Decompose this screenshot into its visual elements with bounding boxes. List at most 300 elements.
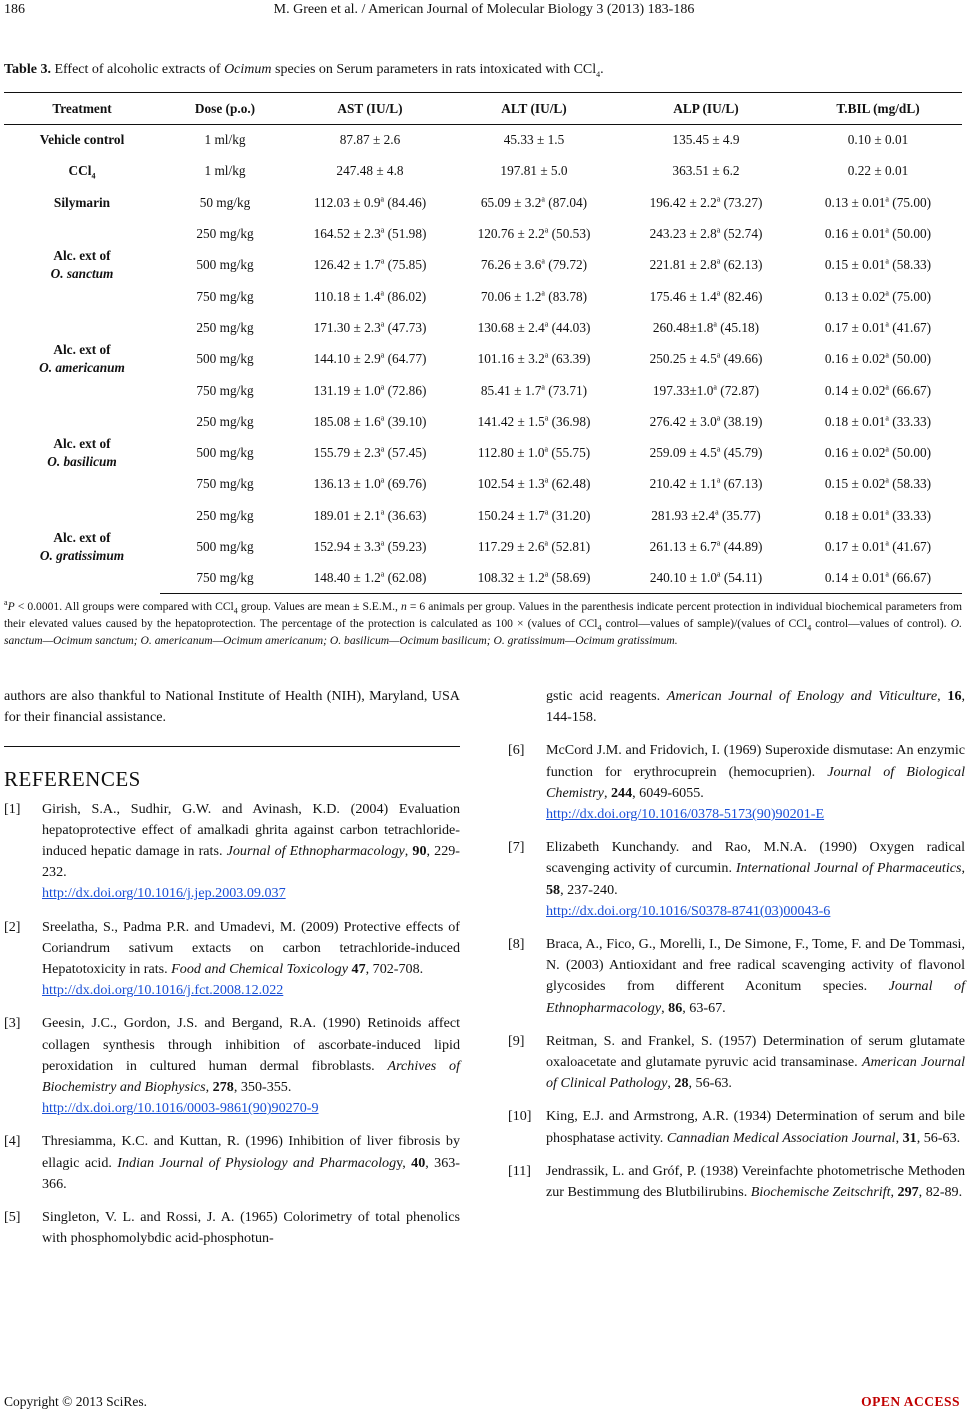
cell-percent: (33.33) <box>888 413 932 429</box>
table-cell: 750 mg/kg <box>196 382 254 398</box>
table-label: Table 3. <box>4 62 51 77</box>
reference-item <box>508 1161 965 1203</box>
significance-mark: a <box>885 319 889 329</box>
significance-mark: a <box>544 225 549 235</box>
column-header: Dose (p.o.) <box>160 93 290 125</box>
reference-item <box>4 1013 460 1119</box>
cell-value: 101.16 ± 3.2 <box>477 351 545 367</box>
table-cell <box>618 187 794 218</box>
table-row <box>4 218 962 249</box>
table-cell <box>794 469 962 500</box>
reference-journal: American Journal of Clinical Pathology <box>546 1054 965 1092</box>
significance-mark: a <box>380 288 385 298</box>
cell-value: 0.15 ± 0.02 <box>824 476 886 492</box>
table-cell: 250 mg/kg <box>196 226 254 242</box>
cell-value: 261.13 ± 6.7 <box>649 539 717 554</box>
cell-value: 85.41 ± 1.7 <box>480 382 542 398</box>
cell-percent: (36.63) <box>384 507 427 523</box>
significance-mark: a <box>716 444 721 454</box>
table-row <box>4 312 962 343</box>
cell-percent: (66.67) <box>888 382 932 398</box>
reference-volume: 47 <box>351 961 366 978</box>
results-table <box>4 92 962 594</box>
table-cell <box>618 437 794 468</box>
cell-percent: (72.87) <box>716 382 760 398</box>
reference-text <box>546 1106 965 1148</box>
reference-pages: , 56-63. <box>916 1129 961 1146</box>
cell-value: 136.13 ± 1.0 <box>313 476 381 492</box>
cell-percent: (64.77) <box>384 351 427 367</box>
table-cell <box>290 531 450 562</box>
cell-value: 144.10 ± 2.9 <box>313 351 381 367</box>
cell-percent: (36.98) <box>548 413 591 429</box>
open-access-label: OPEN ACCESS <box>861 1394 960 1409</box>
treatment-cell <box>4 312 160 406</box>
reference-volume: 244 <box>610 784 633 801</box>
reference-number: [1] <box>4 800 21 817</box>
reference-pages: , 82-89. <box>918 1184 963 1201</box>
cell-percent: (82.46) <box>720 288 763 304</box>
treatment-cell <box>4 500 160 594</box>
treatment-cell: Vehicle control <box>39 132 125 148</box>
species-name: O. gratissimum <box>39 548 125 563</box>
table-cell: 87.87 ± 2.6 <box>339 132 401 148</box>
reference-item <box>4 1131 460 1195</box>
table-cell: 1 ml/kg <box>204 132 246 148</box>
cell-value: 0.14 ± 0.02 <box>824 382 886 398</box>
cell-percent: (79.72) <box>544 257 588 273</box>
table-row <box>4 500 962 531</box>
treatment-label: Alc. ext of <box>53 436 111 452</box>
cell-percent: (50.00) <box>888 445 932 461</box>
significance-mark: a <box>713 382 717 392</box>
significance-mark: a <box>885 444 889 454</box>
significance-mark: a <box>885 382 889 392</box>
reference-volume: 90 <box>412 843 427 860</box>
table-header-row <box>4 93 962 125</box>
reference-journal: Archives of Biochemistry and Biophysics <box>42 1057 460 1096</box>
table-cell <box>290 218 450 249</box>
table-cell <box>450 437 618 468</box>
reference-text <box>546 837 965 922</box>
reference-number: [9] <box>508 1032 525 1049</box>
reference-pages: , 56-63. <box>688 1075 732 1092</box>
reference-number: [11] <box>508 1162 531 1179</box>
table-cell <box>794 187 962 218</box>
treatment-cell: Silymarin <box>53 194 111 210</box>
reference-journal: Indian Journal of Physiology and Pharmacolog <box>117 1154 397 1171</box>
table-cell <box>290 469 450 500</box>
section-divider <box>4 746 460 747</box>
copyright: Copyright © 2013 SciRes. <box>4 1394 148 1409</box>
table-cell <box>618 344 794 375</box>
reference-text <box>42 1131 460 1195</box>
reference-list <box>4 799 460 1250</box>
cell-percent: (75.85) <box>384 257 427 273</box>
reference-pages: , 702-708. <box>365 961 424 978</box>
significance-mark: a <box>380 475 385 485</box>
cell-value: 70.06 ± 1.2 <box>480 288 542 304</box>
reference-list <box>508 686 965 1203</box>
cell-percent: (86.02) <box>384 288 427 304</box>
reference-item <box>508 934 965 1019</box>
table-row <box>4 406 962 437</box>
cell-percent: (31.20) <box>548 507 591 523</box>
table-cell <box>618 312 794 343</box>
cell-value: 260.48±1.8 <box>652 319 714 335</box>
table-cell <box>290 500 450 531</box>
doi-link[interactable]: http://dx.doi.org/10.1016/j.fct.2008.12.022 <box>42 982 284 999</box>
cell-value: 126.42 ± 1.7 <box>313 257 381 273</box>
table-cell <box>618 469 794 500</box>
reference-number: [2] <box>4 918 21 935</box>
table-cell: 50 mg/kg <box>199 194 251 210</box>
treatment-label: Alc. ext of <box>53 530 111 545</box>
table-cell <box>618 563 794 594</box>
table-cell: 500 mg/kg <box>196 539 254 554</box>
cell-value: 120.76 ± 2.2 <box>477 226 545 242</box>
cell-percent: (72.86) <box>384 382 427 398</box>
table-cell <box>794 437 962 468</box>
reference-item <box>4 1207 460 1249</box>
reference-volume: 278 <box>212 1079 234 1096</box>
table-footnote: $^a$P < 0.0001. All groups were compared with CCl$_4$ group. Values are mean ± S.E.M., n = 6 animals per group. Values in the parenthesis indicate percent protection in individual biochemical parameters from their elevated values caused by the hepatoprotection. The percentage of the protection is calculated as 100 × (values of CCl$_4$ control—values of sample)/(values of CCl$_4$ control—values of control). O. sanctum—Ocimum sanctum; O. americanum—Ocimum americanum; O. basilicum—Ocimum basilicum; O. gratissimum—Ocimum gratissimum. <box>4 598 962 647</box>
cell-percent: (35.77) <box>718 507 761 523</box>
cell-value: 0.15 ± 0.01 <box>824 257 886 273</box>
reference-volume: 297 <box>897 1184 919 1201</box>
cell-percent: (55.75) <box>548 445 591 461</box>
significance-mark: a <box>716 225 721 235</box>
significance-mark: a <box>885 413 889 423</box>
significance-mark: a <box>544 507 549 517</box>
table-cell: 500 mg/kg <box>196 257 254 273</box>
table-cell <box>450 218 618 249</box>
cell-percent: (52.74) <box>720 226 763 242</box>
cell-value: 250.25 ± 4.5 <box>649 351 717 367</box>
reference-volume: 28 <box>674 1075 689 1092</box>
reference-authors-title: Thresiamma, K.C. and Kuttan, R. (1996) Inhibition of liver fibrosis by ellagic acid. <box>42 1133 460 1171</box>
cell-value: 131.19 ± 1.0 <box>313 382 381 398</box>
table-cell <box>618 281 794 312</box>
cell-value: 0.13 ± 0.01 <box>824 194 886 210</box>
table-cell: 500 mg/kg <box>196 351 254 367</box>
table-cell: 0.10 ± 0.01 <box>847 132 909 148</box>
cell-value: 259.09 ± 4.5 <box>649 445 717 461</box>
column-header: AST (IU/L) <box>290 93 450 125</box>
cell-percent: (50.00) <box>888 226 932 242</box>
significance-mark: a <box>544 569 549 579</box>
reference-pages: , 6049-6055. <box>632 784 704 801</box>
table-cell: 247.48 ± 4.8 <box>336 163 404 179</box>
reference-volume: 58 <box>546 881 561 898</box>
table-cell: 363.51 ± 6.2 <box>672 163 740 179</box>
table-caption: Table 3. Effect of alcoholic extracts of Ocimum species on Serum parameters in rats intoxicated with CCl$_4$. <box>4 62 604 79</box>
significance-mark: a <box>885 256 889 266</box>
cell-value: 0.17 ± 0.01 <box>824 319 886 335</box>
table-cell <box>794 375 962 406</box>
right-column <box>508 686 965 1215</box>
cell-percent: (39.10) <box>384 413 427 429</box>
significance-mark: a <box>885 350 889 360</box>
reference-text <box>42 1207 460 1249</box>
table-cell <box>450 469 618 500</box>
table-cell: 250 mg/kg <box>196 507 254 523</box>
reference-number: [10] <box>508 1108 532 1125</box>
reference-journal: Journal of Ethnopharmacology <box>226 843 405 860</box>
cell-percent: (63.39) <box>548 351 591 367</box>
treatment-cell <box>4 218 160 312</box>
cell-percent: (73.27) <box>720 194 763 210</box>
cell-value: 152.94 ± 3.3 <box>313 539 381 554</box>
table-cell <box>450 250 618 281</box>
cell-percent: (49.66) <box>720 351 763 367</box>
cell-value: 112.03 ± 0.9 <box>313 194 381 210</box>
cell-percent: (50.00) <box>888 351 932 367</box>
doi-link[interactable]: http://dx.doi.org/10.1016/0003-9861(90)90270-9 <box>42 1100 319 1117</box>
table-cell <box>618 406 794 437</box>
cell-value: 0.16 ± 0.01 <box>824 226 886 242</box>
reference-pages: , 350-355. <box>233 1079 292 1096</box>
significance-mark: a <box>716 256 721 266</box>
significance-mark: a <box>380 225 385 235</box>
table-cell: 250 mg/kg <box>196 319 254 335</box>
reference-separator: , <box>961 860 966 877</box>
cell-percent: (66.67) <box>888 570 932 586</box>
reference-journal: International Journal of Pharmaceutics <box>735 860 962 877</box>
table-cell <box>290 437 450 468</box>
cell-percent: (84.46) <box>384 194 427 210</box>
table-cell <box>794 406 962 437</box>
cell-percent: (41.67) <box>888 539 932 554</box>
cell-percent: (62.48) <box>548 476 591 492</box>
reference-authors-title: Girish, S.A., Sudhir, G.W. and Avinash, K.D. (2004) Evaluation hepatoprotective effect of amalkadi ghrita against carbon tetrachloride-induced hepatic damage in rats. <box>42 800 460 860</box>
significance-mark: a <box>541 288 545 298</box>
table-cell <box>450 500 618 531</box>
significance-mark: a <box>544 475 549 485</box>
cell-value: 141.42 ± 1.5 <box>477 413 545 429</box>
reference-number: [3] <box>4 1015 21 1032</box>
significance-mark: a <box>716 288 721 298</box>
significance-mark: a <box>541 382 545 392</box>
reference-authors-title: Reitman, S. and Frankel, S. (1957) Determination of serum glutamate oxaloacetate and glutamate pyruvic acid transaminase. <box>546 1032 965 1071</box>
table-cell <box>618 375 794 406</box>
significance-mark: a <box>885 475 889 485</box>
table-cell <box>450 187 618 218</box>
reference-authors-title: Jendrassik, L. and Gróf, P. (1938) Vereinfachte photometrische Methoden zur Bestimmung des Blutbilirubins. <box>546 1162 965 1201</box>
table-cell <box>618 531 794 562</box>
reference-authors-title: Sreelatha, S., Padma P.R. and Umadevi, M. (2009) Protective effects of Coriandrum sativum extacts on carbon tetrachloride-induced Hepatotoxicity in rats. <box>42 918 460 978</box>
cell-percent: (58.33) <box>888 257 932 273</box>
table-cell <box>794 250 962 281</box>
significance-mark: a <box>885 194 889 204</box>
reference-separator: , <box>667 1075 675 1092</box>
reference-pages: , 144-158. <box>546 688 966 726</box>
cell-value: 189.01 ± 2.1 <box>313 507 381 523</box>
cell-percent: (75.00) <box>888 288 932 304</box>
page-number: 186 <box>4 2 25 17</box>
reference-pages: , 237-240. <box>560 881 618 898</box>
significance-mark: a <box>885 538 889 548</box>
cell-value: 112.80 ± 1.0 <box>477 445 545 461</box>
treatment-label: Alc. ext of <box>53 342 111 358</box>
significance-mark: a <box>380 319 385 329</box>
cell-value: 0.14 ± 0.01 <box>824 570 886 586</box>
table-cell <box>794 563 962 594</box>
cell-percent: (59.23) <box>384 539 427 554</box>
significance-mark: a <box>716 194 721 204</box>
cell-percent: (62.08) <box>384 570 427 586</box>
cell-value: 148.40 ± 1.2 <box>313 570 381 586</box>
cell-percent: (73.71) <box>544 382 588 398</box>
cell-value: 185.08 ± 1.6 <box>313 413 381 429</box>
reference-volume: 31 <box>902 1129 917 1146</box>
reference-item <box>508 740 965 825</box>
significance-mark: a <box>544 319 549 329</box>
cell-value: 0.17 ± 0.01 <box>824 539 886 554</box>
significance-mark: a <box>885 225 889 235</box>
column-header: ALT (IU/L) <box>450 93 618 125</box>
reference-number: [8] <box>508 936 525 953</box>
reference-separator: , <box>937 688 948 704</box>
reference-text <box>42 1013 460 1119</box>
cell-value: 0.18 ± 0.01 <box>824 413 886 429</box>
cell-percent: (67.13) <box>720 476 763 492</box>
significance-mark: a <box>380 350 385 360</box>
reference-authors-title: Geesin, J.C., Gordon, J.S. and Bergand, R.A. (1990) Retinoids affect collagen synthesis through inhibition of ascorbate-induced lipid peroxidation in cultured human dermal fibroblasts. <box>42 1015 460 1074</box>
reference-item <box>508 1106 965 1148</box>
table-cell <box>450 281 618 312</box>
cell-value: 210.42 ± 1.1 <box>649 476 717 492</box>
significance-mark: a <box>544 413 549 423</box>
table-cell: 750 mg/kg <box>160 563 290 594</box>
reference-separator: y, <box>396 1154 412 1171</box>
reference-journal: Journal of Ethnopharmacology <box>546 978 965 1016</box>
cell-value: 150.24 ± 1.7 <box>477 507 545 523</box>
significance-mark: a <box>544 444 549 454</box>
table-cell: 45.33 ± 1.5 <box>503 132 565 148</box>
reference-number: [7] <box>508 839 525 856</box>
table-cell <box>290 250 450 281</box>
reference-volume: 86 <box>668 999 683 1016</box>
cell-value: 0.18 ± 0.01 <box>824 507 886 523</box>
cell-percent: (75.00) <box>888 194 932 210</box>
reference-journal: Cannadian Medical Association Journal <box>666 1129 896 1146</box>
significance-mark: a <box>716 475 721 485</box>
references-heading: REFERENCES <box>4 767 141 792</box>
table-cell: 197.81 ± 5.0 <box>500 163 568 179</box>
table-cell <box>450 344 618 375</box>
significance-mark: a <box>380 569 385 579</box>
table-cell <box>290 312 450 343</box>
table-cell <box>450 312 618 343</box>
treatment-cell <box>4 406 160 500</box>
reference-text <box>42 917 460 1002</box>
cell-value: 0.16 ± 0.02 <box>824 445 886 461</box>
cell-value: 102.54 ± 1.3 <box>477 476 545 492</box>
table-cell <box>450 563 618 594</box>
reference-authors-title: Braca, A., Fico, G., Morelli, I., De Simone, F., Tome, F. and De Tommasi, N. (2003) Antioxidant and free radical scavenging activity of flavonol glycosides from different Aconitum species. <box>546 936 965 995</box>
reference-text <box>42 799 460 905</box>
significance-mark: a <box>544 350 549 360</box>
reference-journal: Journal of Biological Chemistry <box>546 763 965 801</box>
cell-percent: (51.98) <box>384 226 427 242</box>
table-row <box>4 156 962 187</box>
treatment-label: Alc. ext of <box>53 248 111 264</box>
cell-value: 243.23 ± 2.8 <box>649 226 717 242</box>
significance-mark: a <box>380 413 385 423</box>
reference-volume: 16 <box>947 688 962 704</box>
cell-value: 171.30 ± 2.3 <box>313 319 381 335</box>
table-cell: 250 mg/kg <box>196 413 254 429</box>
table-cell <box>794 312 962 343</box>
subscript: 4 <box>91 172 96 182</box>
table-cell <box>290 281 450 312</box>
reference-item <box>508 686 965 728</box>
significance-mark: a <box>380 444 385 454</box>
reference-authors-title: McCord J.M. and Fridovich, I. (1969) Superoxide dismutase: An enzymic function for erythrocuprein (hemocuprien). <box>546 742 965 780</box>
significance-mark: a <box>380 256 385 266</box>
cell-percent: (54.11) <box>720 570 763 586</box>
cell-percent: (50.53) <box>548 226 591 242</box>
cell-percent: (33.33) <box>888 507 932 523</box>
reference-journal: Biochemische Zeitschrift <box>750 1184 891 1201</box>
cell-value: 65.09 ± 3.2 <box>480 194 542 210</box>
table-row <box>4 125 962 156</box>
significance-mark: a <box>885 507 889 517</box>
significance-mark: a <box>885 288 889 298</box>
table-cell <box>794 531 962 562</box>
species-name: O. americanum <box>39 360 125 376</box>
table-cell <box>290 344 450 375</box>
cell-value: 130.68 ± 2.4 <box>477 319 545 335</box>
cell-percent: (44.03) <box>548 319 591 335</box>
table-cell <box>450 406 618 437</box>
cell-value: 155.79 ± 2.3 <box>313 445 381 461</box>
cell-value: 0.16 ± 0.02 <box>824 351 886 367</box>
cell-value: 196.42 ± 2.2 <box>649 194 717 210</box>
running-header <box>0 0 968 26</box>
reference-pages: , 229-232. <box>42 843 461 881</box>
cell-value: 108.32 ± 1.2 <box>477 570 545 586</box>
table-cell <box>290 187 450 218</box>
reference-volume: 40 <box>411 1154 426 1171</box>
table-cell <box>290 406 450 437</box>
column-header: Treatment <box>4 93 160 125</box>
table-cell: 750 mg/kg <box>196 288 254 304</box>
cell-percent: (69.76) <box>384 476 427 492</box>
table-cell <box>794 281 962 312</box>
table-cell <box>290 563 450 594</box>
species-name: O. sanctum <box>50 266 114 282</box>
reference-text <box>546 1161 965 1203</box>
reference-pages: , 63-67. <box>682 999 726 1016</box>
significance-mark: a <box>716 569 721 579</box>
doi-link[interactable]: http://dx.doi.org/10.1016/0378-5173(90)90201-E <box>546 806 825 823</box>
significance-mark: a <box>716 413 721 423</box>
significance-mark: a <box>716 350 721 360</box>
reference-number: [6] <box>508 742 525 759</box>
cell-value: 0.13 ± 0.02 <box>824 288 886 304</box>
left-column <box>4 686 460 1261</box>
doi-link[interactable]: http://dx.doi.org/10.1016/j.jep.2003.09.037 <box>42 885 286 902</box>
cell-value: 240.10 ± 1.0 <box>649 570 717 586</box>
doi-link[interactable]: http://dx.doi.org/10.1016/S0378-8741(03)00043-6 <box>546 902 831 919</box>
reference-separator: , <box>895 1129 903 1146</box>
acknowledgement: authors are also thankful to National Institute of Health (NIH), Maryland, USA for their financial assistance. <box>4 688 460 726</box>
reference-separator: , <box>890 1184 898 1201</box>
reference-authors-title: King, E.J. and Armstrong, A.R. (1934) Determination of serum and bile phosphatase activity. <box>546 1108 965 1146</box>
table-cell: 135.45 ± 4.9 <box>672 132 740 148</box>
